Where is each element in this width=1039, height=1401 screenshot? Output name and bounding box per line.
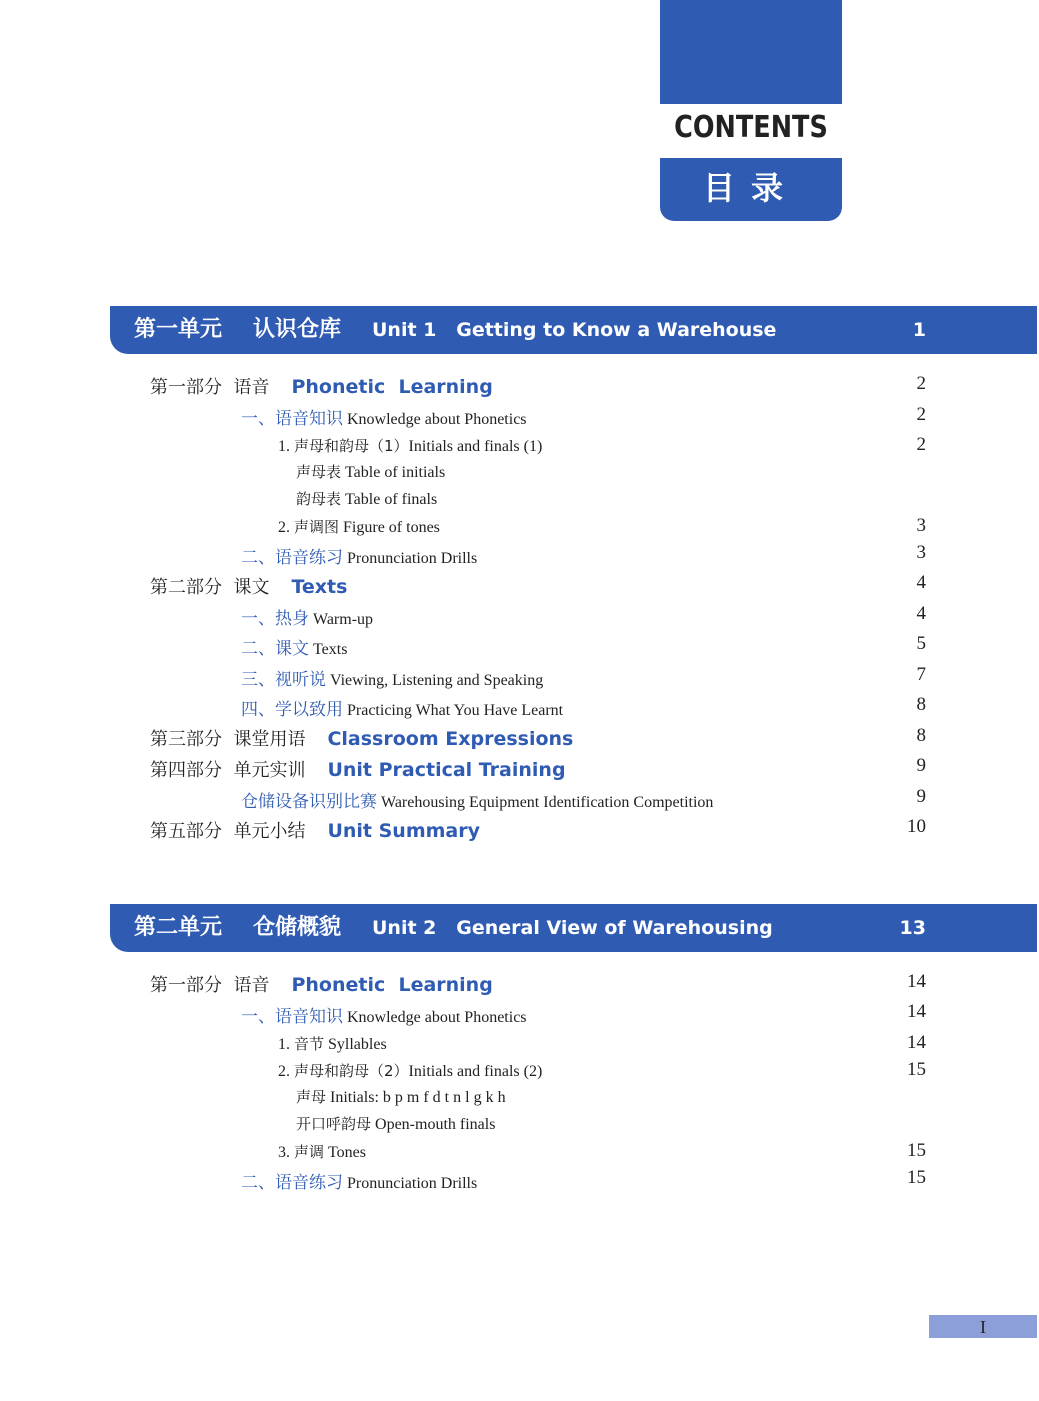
- unit-cn-title: 仓储概貌: [253, 915, 342, 940]
- toc-section[interactable]: 三、视听说 Viewing, Listening and Speaking: [241, 670, 544, 690]
- toc-page: 10: [907, 816, 926, 837]
- toc-section[interactable]: 二、语音练习 Pronunciation Drills: [241, 1173, 478, 1193]
- toc-section[interactable]: 仓储设备识别比赛 Warehousing Equipment Identification Competition: [241, 792, 714, 812]
- unit-en-title: Unit 1 Getting to Know a Warehouse: [372, 319, 777, 341]
- toc-section[interactable]: 一、语音知识 Knowledge about Phonetics: [241, 409, 527, 429]
- toc-item[interactable]: 韵母表 Table of finals: [296, 490, 438, 508]
- toc-page: 3: [916, 515, 926, 536]
- toc-item[interactable]: 声母表 Table of initials: [296, 463, 446, 481]
- contents-title-cn: 目录: [660, 158, 842, 221]
- toc-page: 2: [916, 404, 926, 425]
- toc-section[interactable]: 一、热身 Warm-up: [241, 609, 374, 629]
- toc-part[interactable]: 第二部分 课文 Texts: [150, 576, 348, 598]
- toc-page: 2: [916, 434, 926, 455]
- toc-part[interactable]: 第五部分 单元小结 Unit Summary: [150, 820, 481, 842]
- header-decor-block: [660, 0, 842, 104]
- unit-2-header[interactable]: [110, 904, 1037, 952]
- unit-page: 13: [899, 917, 926, 939]
- toc-page: 9: [916, 755, 926, 776]
- contents-title: CONTENTS: [674, 110, 828, 145]
- toc-page: 15: [907, 1140, 926, 1161]
- toc-page: 14: [907, 1032, 926, 1053]
- unit-page: 1: [912, 319, 926, 341]
- toc-subsection[interactable]: 1. 音节 Syllables: [278, 1035, 387, 1053]
- toc-subsection[interactable]: 1. 声母和韵母（1）Initials and finals (1): [278, 437, 543, 455]
- toc-page: 14: [907, 971, 926, 992]
- toc-page: 7: [916, 664, 926, 685]
- toc-section[interactable]: 一、语音知识 Knowledge about Phonetics: [241, 1007, 527, 1027]
- toc-page: 9: [916, 786, 926, 807]
- toc-part[interactable]: 第四部分 单元实训 Unit Practical Training: [150, 759, 566, 781]
- toc-item[interactable]: 开口呼韵母 Open-mouth finals: [296, 1115, 496, 1133]
- unit-label: 第一单元: [134, 317, 223, 342]
- toc-page: 8: [916, 694, 926, 715]
- unit-label: 第二单元: [134, 915, 223, 940]
- toc-page: 4: [916, 603, 926, 624]
- toc-subsection[interactable]: 2. 声调图 Figure of tones: [278, 518, 440, 536]
- toc-part[interactable]: 第一部分 语音 Phonetic Learning: [150, 376, 493, 398]
- toc-section[interactable]: 四、学以致用 Practicing What You Have Learnt: [241, 700, 564, 720]
- toc-page: 14: [907, 1001, 926, 1022]
- unit-en-title: Unit 2 General View of Warehousing: [372, 917, 773, 939]
- toc-section[interactable]: 二、课文 Texts: [241, 639, 348, 659]
- toc-part[interactable]: 第三部分 课堂用语 Classroom Expressions: [150, 728, 574, 750]
- toc-subsection[interactable]: 2. 声母和韵母（2）Initials and finals (2): [278, 1062, 543, 1080]
- toc-page: 2: [916, 373, 926, 394]
- toc-part[interactable]: 第一部分 语音 Phonetic Learning: [150, 974, 493, 996]
- toc-page: 5: [916, 633, 926, 654]
- toc-item[interactable]: 声母 Initials: b p m f d t n l g k h: [296, 1088, 506, 1106]
- unit-1-header[interactable]: [110, 306, 1037, 354]
- toc-page: 3: [916, 542, 926, 563]
- unit-cn-title: 认识仓库: [253, 317, 342, 342]
- toc-page: 4: [916, 572, 926, 593]
- toc-page: 15: [907, 1059, 926, 1080]
- toc-section[interactable]: 二、语音练习 Pronunciation Drills: [241, 548, 478, 568]
- page-number: I: [929, 1315, 1037, 1338]
- toc-subsection[interactable]: 3. 声调 Tones: [278, 1143, 366, 1161]
- toc-page: 15: [907, 1167, 926, 1188]
- toc-page: 8: [916, 725, 926, 746]
